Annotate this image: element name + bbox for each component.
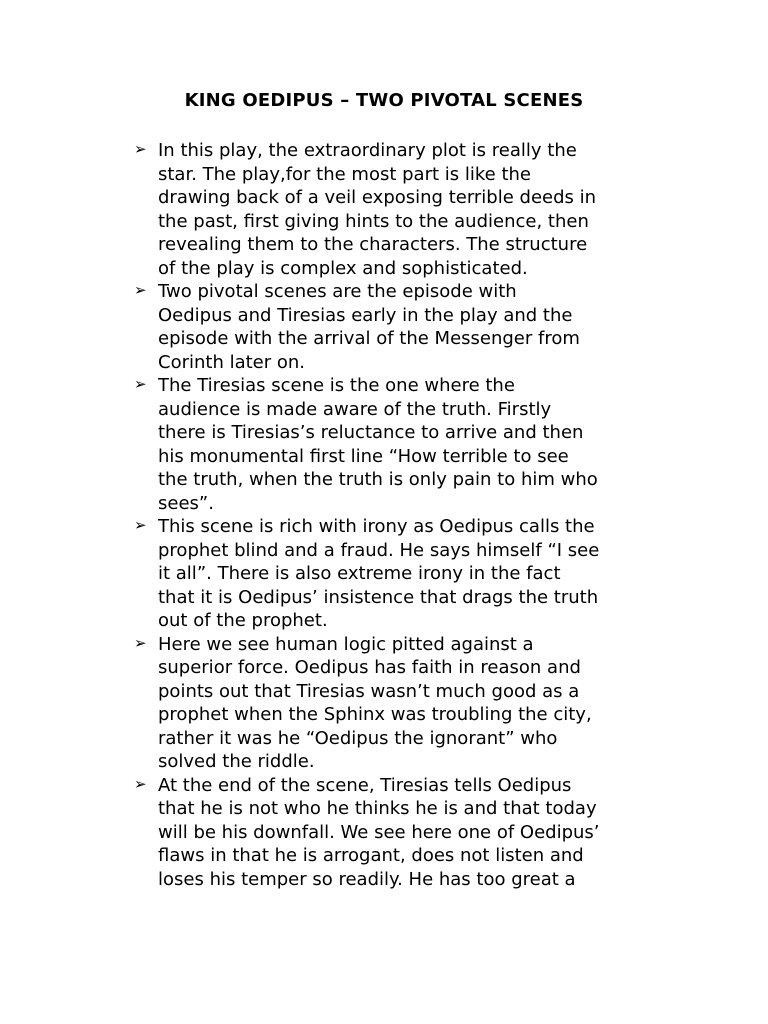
list-item: [134, 774, 654, 892]
list-item-text: This scene is rich with irony as Oedipus calls the prophet blind and a fraud. He says himself “I see it all”. There is also extreme irony in the fact that it is Oedipus’ insistence that drags the truth out of the prophet.: [158, 516, 600, 631]
list-item-text: Two pivotal scenes are the episode with Oedipus and Tiresias early in the play and the episode with the arrival of the Messenger from Corinth later on.: [158, 281, 580, 373]
arrowhead-bullet-icon: ➢: [134, 633, 147, 652]
list-item-text: Here we see human logic pitted against a superior force. Oedipus has faith in reason and points out that Tiresias wasn’t much good as a prophet when the Sphinx was troubling the city, rather it was he “Oedipus the ignorant” who solved the riddle.: [158, 633, 592, 772]
page-title: KING OEDIPUS – TWO PIVOTAL SCENES: [184, 90, 584, 111]
arrowhead-bullet-icon: ➢: [134, 516, 147, 534]
bullet-list: [134, 139, 654, 891]
arrowhead-bullet-icon: ➢: [134, 375, 147, 393]
list-item-text: At the end of the scene, Tiresias tells Oedipus that he is not who he thinks he is and that today will be his downfall. We see here one of Oedipus’ flaws in that he is arrogant, does not listen and loses his temper so readily. He has too great a: [158, 774, 600, 890]
arrowhead-bullet-icon: ➢: [134, 774, 147, 793]
list-item: [134, 515, 654, 633]
list-item: [134, 280, 654, 374]
list-item-text: The Tiresias scene is the one where the audience is made aware of the truth. Firstly there is Tiresias’s reluctance to arrive and then his monumental first line “How terrible to see the truth, when the truth is only pain to him who sees”.: [158, 375, 598, 514]
list-item: [134, 374, 654, 515]
list-item: [134, 139, 654, 280]
list-item: [134, 633, 654, 774]
list-item-text: In this play, the extraordinary plot is really the star. The play,for the most part is like the drawing back of a veil exposing terrible deeds in the past, first giving hints to the audience, then revealing them to the characters. The structure of the play is complex and sophisticated.: [158, 140, 597, 279]
arrowhead-bullet-icon: ➢: [134, 281, 147, 299]
arrowhead-bullet-icon: ➢: [134, 140, 147, 158]
